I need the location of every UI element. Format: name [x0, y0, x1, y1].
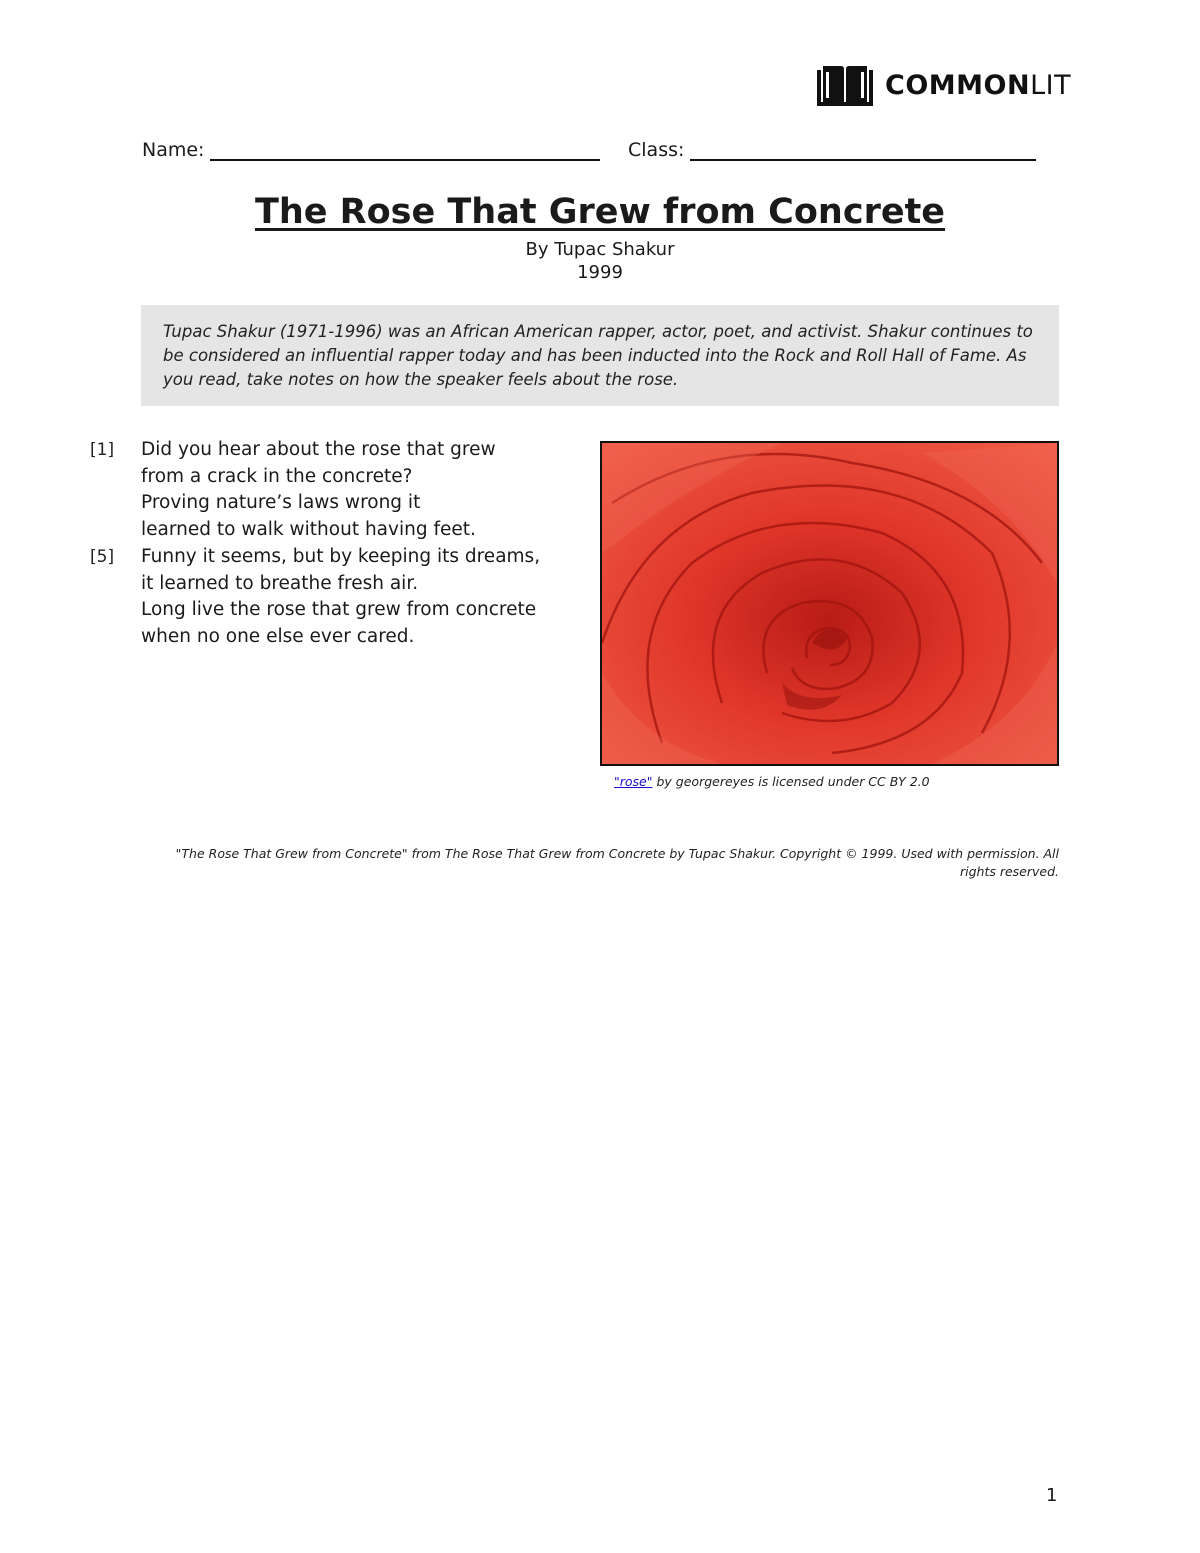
copyright-notice: "The Rose That Grew from Concrete" from The Rose That Grew from Concrete by Tupac Shakur. Copyright © 1999. Used with permission. All rights reserved.	[175, 846, 1059, 879]
poem-line-text: learned to walk without having feet.	[141, 519, 476, 541]
poem-line	[90, 597, 540, 624]
poem-line-text: when no one else ever cared.	[141, 625, 415, 647]
poem-line-text: Funny it seems, but by keeping its dreams,	[141, 545, 541, 567]
poem-line	[90, 464, 540, 491]
caption-license-text: by georgereyes is licensed under CC BY 2.0	[652, 774, 930, 789]
class-label: Class:	[628, 139, 685, 161]
rose-caption-link[interactable]: "rose"	[614, 774, 653, 789]
intro-box: Tupac Shakur (1971-1996) was an African American rapper, actor, poet, and activist. Shakur continues to be considered an influential rapper today and has been inducted into the Rock and Roll Hall of Fame. As you read, take notes on how the speaker feels about the rose.	[141, 305, 1059, 406]
class-field	[628, 137, 1036, 161]
name-blank-line	[210, 137, 600, 161]
image-caption	[614, 774, 930, 789]
line-number: [5]	[90, 546, 115, 567]
poem-line	[90, 517, 540, 544]
poem-line	[90, 544, 540, 571]
poem-line-text: it learned to breathe fresh air.	[141, 572, 419, 594]
class-blank-line	[690, 137, 1036, 161]
rose-image	[600, 441, 1059, 766]
name-field	[142, 137, 600, 161]
poem-line-text: from a crack in the concrete?	[141, 465, 413, 487]
line-number: [1]	[90, 440, 115, 460]
poem-line-text: Did you hear about the rose that grew	[141, 439, 496, 460]
rose-illustration	[602, 443, 1057, 764]
name-label: Name:	[142, 139, 205, 161]
open-book-icon	[817, 64, 873, 106]
poem	[90, 437, 540, 651]
logo-text-common: COMMON	[885, 69, 1031, 101]
page-number: 1	[1046, 1485, 1058, 1506]
page-title: The Rose That Grew from Concrete	[254, 192, 946, 232]
poem-line	[90, 571, 540, 598]
commonlit-logo	[817, 64, 1071, 106]
poem-line	[90, 624, 540, 651]
poem-line	[90, 490, 540, 517]
poem-line-text: Long live the rose that grew from concrete	[141, 599, 537, 621]
logo-text-lit: LIT	[1030, 69, 1072, 101]
logo-wordmark	[885, 70, 1071, 101]
publication-year: 1999	[577, 262, 623, 283]
poem-line	[90, 437, 540, 464]
author-byline: By Tupac Shakur	[525, 239, 675, 260]
poem-line-text: Proving nature’s laws wrong it	[141, 492, 421, 514]
